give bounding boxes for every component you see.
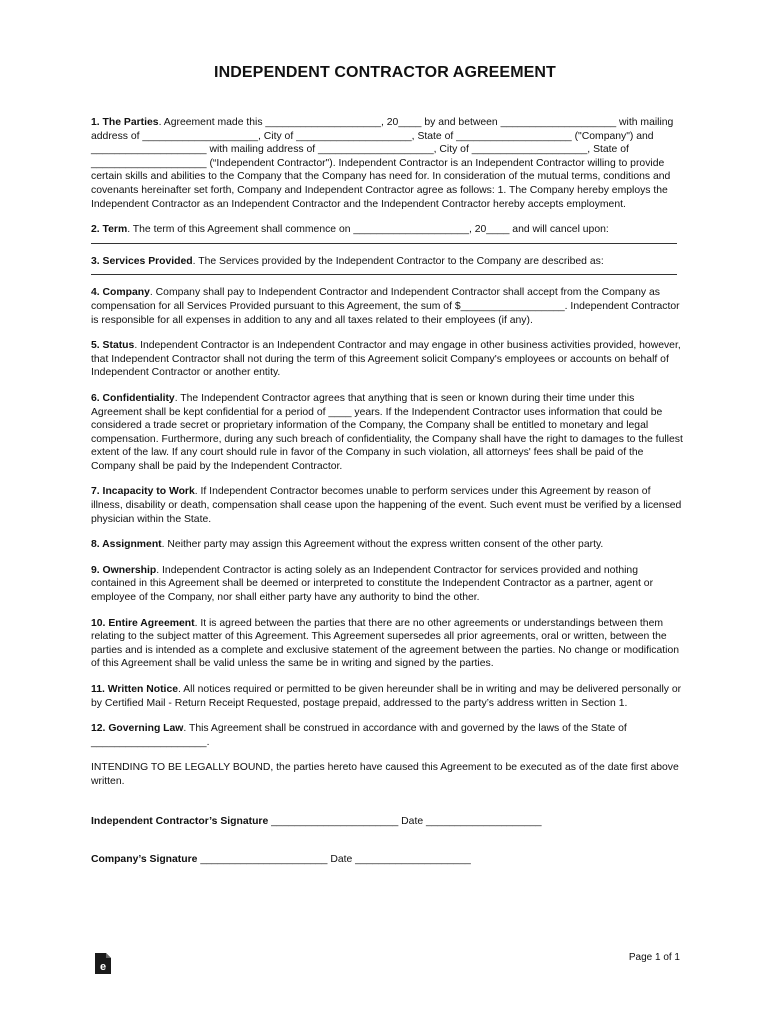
section-company (91, 286, 683, 327)
section-heading: 10. Entire Agreement (91, 617, 195, 629)
company-signature-blanks[interactable]: ______________________ Date ____________________ (197, 854, 471, 866)
section-heading: 9. Ownership (91, 564, 157, 576)
section-text: . The Services provided by the Independent Contractor to the Company are described as: (192, 255, 604, 267)
section-heading: 4. Company (91, 287, 150, 299)
section-ownership (91, 564, 683, 605)
contractor-signature-line[interactable] (91, 815, 683, 829)
section-term (91, 223, 683, 237)
section-text: . It is agreed between the parties that there are no other agreements or understandings between them relating to the subject matter of this Agreement. This Agreement supersedes all prior agreements, oral or written, between the parties and is intended as a complete and exclusive statement of the agreement between the parties. No change or modification of this Agreement shall be valid unless the same be in writing and signed by the parties. (91, 617, 679, 670)
document-body (91, 116, 683, 867)
section-heading: 2. Term (91, 224, 128, 236)
section-heading: 11. Written Notice (91, 684, 178, 695)
blank-line[interactable] (91, 243, 677, 244)
section-governing-law (91, 722, 683, 749)
section-status (91, 339, 683, 380)
section-text: . Company shall pay to Independent Contractor and Independent Contractor shall accept from the Company as compensation for all Services Provided pursuant to this Agreement, the sum of $__________________. Independent Contractor is responsible for all expenses in addition to any and all taxes related to their employees (if any). (91, 287, 680, 326)
section-text: . This Agreement shall be construed in accordance with and governed by the laws of the State of ____________________. (91, 723, 627, 748)
page-number: Page 1 of 1 (628, 952, 680, 963)
section-heading: 8. Assignment (91, 539, 162, 551)
section-text: . The term of this Agreement shall commence on ____________________, 20____ and will cancel upon: (127, 224, 609, 236)
section-parties (91, 116, 683, 211)
section-heading: 6. Confidentiality (91, 392, 175, 404)
section-heading: 1. The Parties (91, 117, 159, 128)
section-entire-agreement (91, 617, 683, 671)
section-text: . Independent Contractor is an Independent Contractor and may engage in other business activities provided, however, that Independent Contractor shall not during the term of this Agreement solicit Company's employees or accounts on behalf of Independent Contractor or another entity. (91, 340, 681, 379)
section-text: . Neither party may assign this Agreement without the express written consent of the other party. (161, 539, 604, 551)
section-written-notice (91, 683, 683, 710)
section-services (91, 255, 683, 269)
section-text: . Independent Contractor is acting solely as an Independent Contractor for services provided and nothing contained in this Agreement shall be deemed or interpreted to constitute the Independent Contractor as a partner, agent or employee of the Company, nor shall either party have any authority to bind the other. (91, 564, 654, 604)
contractor-signature-blanks[interactable]: ______________________ Date ____________________ (268, 815, 542, 827)
document-title: INDEPENDENT CONTRACTOR AGREEMENT (214, 64, 556, 81)
section-text: . If Independent Contractor becomes unable to perform services under this Agreement by reason of illness, disability or death, compensation shall cease upon the happening of the event. Such event must be verified by a licensed physician within the State. (91, 486, 682, 525)
contractor-signature-label: Independent Contractor’s Signature (91, 815, 269, 827)
section-text: . All notices required or permitted to be given hereunder shall be in writing and may be delivered personally or by Certified Mail - Return Receipt Requested, postage prepaid, addressed to the party’s address written in Section 1. (91, 684, 682, 709)
section-incapacity (91, 485, 683, 526)
section-assignment (91, 538, 683, 552)
section-heading: 5. Status (91, 340, 135, 352)
section-heading: 7. Incapacity to Work (91, 486, 195, 498)
section-text: . The Independent Contractor agrees that anything that is seen or known during their time under this Agreement shall be kept confidential for a period of ____ years. If the Independent Contractor uses information that could be considered a trade secret or proprietary information of the Company, the Company shall be entitled to monetary and legal compensation. Furthermore, during any such breach of confidentiality, the Company shall have the right to damages to the fullest extent of the law. If any court should rule in favor of the Company in such violation, all attorneys' fees shall be paid of the Company shall be paid by the Independent Contractor. (91, 392, 683, 472)
section-text: . Agreement made this ____________________, 20____ by and between ____________________ with mailing address of ____________________, City of ____________________, State of ____________________ ("Company") and ____________________ with mailing address of ____________________, City of ____________________, State of ____________________ (“Independent Contractor"). Independent Contractor is an Independent Contractor willing to provide certain skills and abilities to the Company that the Company has need for. In consideration of the mutual terms, conditions and covenants hereinafter set forth, Company and Independent Contractor agree as follows: 1. The Company hereby employs the Independent Contractor as an Independent Contractor and the Independent Contractor hereby accepts employment. (91, 117, 674, 210)
blank-line[interactable] (91, 274, 677, 275)
section-heading: 12. Governing Law (91, 723, 184, 735)
svg-text:e: e (99, 961, 107, 973)
eforms-logo-icon (94, 952, 112, 975)
section-confidentiality (91, 392, 683, 474)
section-heading: 3. Services Provided (91, 255, 193, 267)
company-signature-label: Company’s Signature (91, 854, 198, 866)
closing-statement: INTENDING TO BE LEGALLY BOUND, the parties hereto have caused this Agreement to be executed as of the date first above written. (91, 762, 679, 787)
company-signature-line[interactable] (91, 853, 683, 867)
